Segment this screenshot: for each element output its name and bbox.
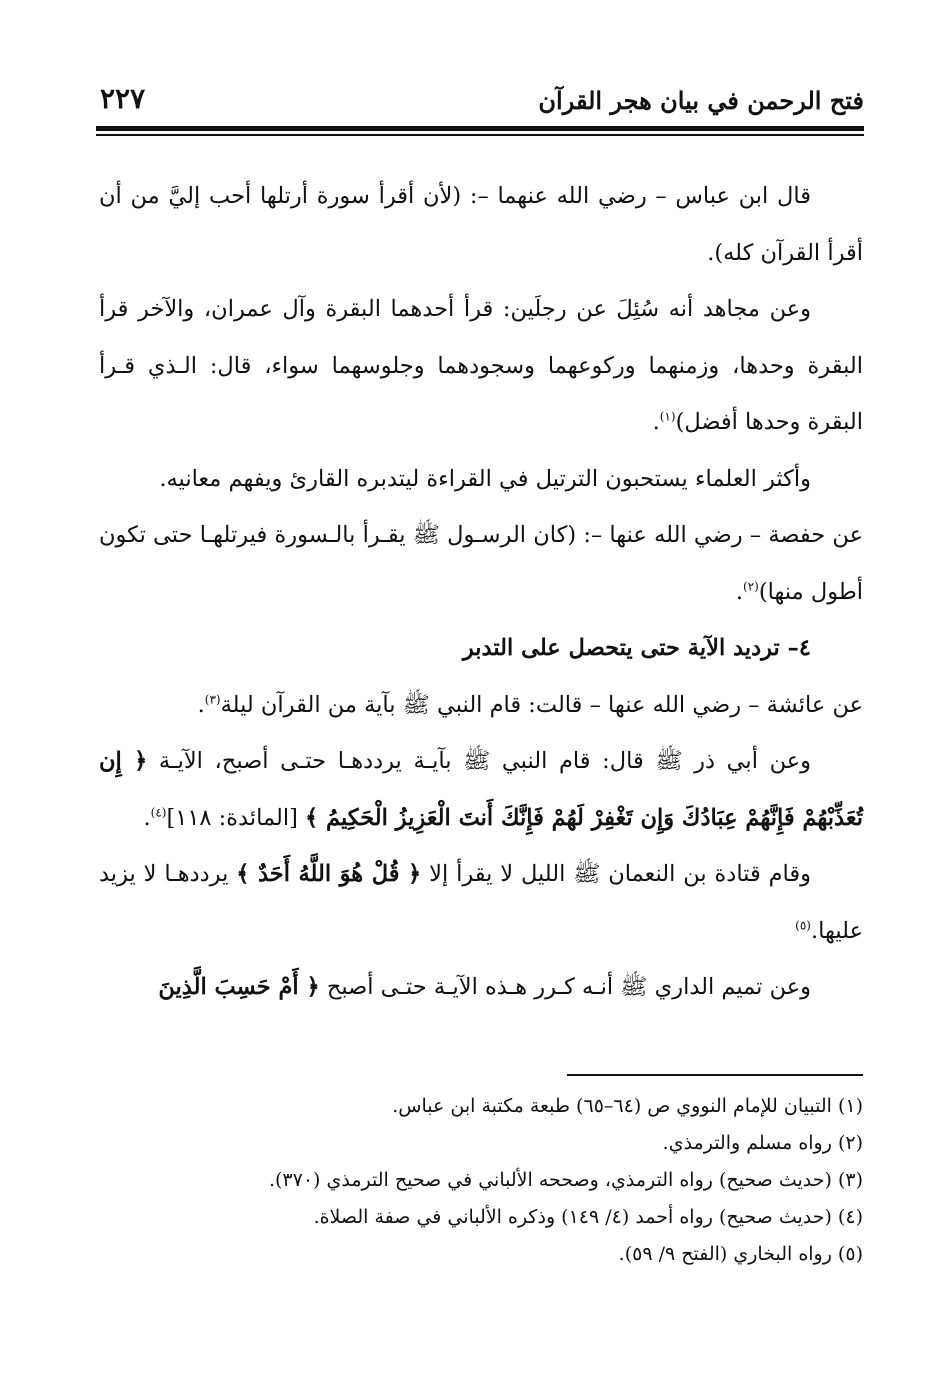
verse-reference: [المائدة: ١١٨] xyxy=(166,804,298,831)
paragraph-tamim xyxy=(99,959,863,1016)
section-heading xyxy=(99,620,863,677)
paragraph-text: وأكثر العلماء يستحبون الترتيل في القراءة ليتدبره القارئ ويفهم معانيه. xyxy=(159,465,811,492)
footnote-ref: (٤) xyxy=(150,805,167,819)
quran-verse: ﴿ قُلْ هُوَ اللَّهُ أَحَدٌ ﴾ xyxy=(236,861,422,887)
paragraph-text: وعن مجاهد أنه سُئِلَ عن رجلَين: قرأ أحدهما البقرة وآل عمران، والآخر قرأ البقرة وحدها، وزمنهما وركوعهما وسجودهما وجلوسهما سواء، قال: الـذي قـرأ البقرة وحدها أفضل) xyxy=(99,296,863,435)
header-rule-thin xyxy=(96,134,864,136)
footnote-1: (١) التبيان للإمام النووي ص (٦٤–٦٥) طبعة مكتبة ابن عباس. xyxy=(392,1095,863,1117)
footnotes xyxy=(99,1088,863,1273)
paragraph-aisha xyxy=(99,677,863,734)
heading-text: ٤– ترديد الآية حتى يتحصل على التدبر xyxy=(462,635,811,661)
paragraph-continuation: يرددهـا لا يزيد عليها. xyxy=(99,861,863,944)
footnote-5: (٥) رواه البخاري (الفتح ٩/ ٥٩). xyxy=(618,1243,863,1265)
paragraph-tail: . xyxy=(143,804,151,831)
paragraph-abu-dharr xyxy=(99,733,863,846)
paragraph-ibn-abbas xyxy=(99,168,863,281)
paragraph-ulama xyxy=(99,451,863,508)
paragraph-mujahid xyxy=(99,281,863,451)
paragraph-text: عن حفصة – رضي الله عنها –: (كان الرسـول ﷺ يقـرأ بالـسورة فيرتلهـا حتى تكون أطول منها) xyxy=(99,522,863,605)
paragraph-text: وعن أبي ذر ﷺ قال: قام النبي ﷺ بآيـة يرددهـا حتـى أصبح، الآيـة xyxy=(158,748,811,774)
footnote-ref: (٢) xyxy=(743,579,759,593)
paragraph-tail: . xyxy=(652,409,660,435)
paragraph-hafsa xyxy=(99,507,863,620)
footnote-4: (٤) (حديث صحيح) رواه أحمد (٤/ ١٤٩) وذكره الألباني في صفة الصلاة. xyxy=(313,1206,863,1228)
paragraph-tail: . xyxy=(735,578,744,605)
header-rule-thick xyxy=(96,126,864,131)
footnote-separator xyxy=(567,1074,863,1076)
page-number: ٢٢٧ xyxy=(100,82,146,115)
main-text xyxy=(99,168,863,1016)
paragraph-text: وقام قتادة بن النعمان ﷺ الليل لا يقرأ إلا xyxy=(429,861,812,887)
paragraph-tail: . xyxy=(197,691,205,718)
footnote-3: (٣) (حديث صحيح) رواه الترمذي، وصححه الألباني في صحيح الترمذي (٣٧٠). xyxy=(268,1169,863,1191)
quran-verse: ﴿ إِن تُعَذِّبْهُمْ فَإِنَّهُمْ عِبَادُكَ وَإِن تَغْفِرْ لَهُمْ فَإِنَّكَ أَنتَ الْعَزِيزُ الْحَكِيمُ ﴾ xyxy=(99,748,863,831)
paragraph-qatada xyxy=(99,846,863,959)
paragraph-text: قال ابن عباس – رضي الله عنهما –: (لأن أقرأ سورة أرتلها أحب إليَّ من أن أقرأ القرآن كله). xyxy=(99,183,863,266)
quran-verse: ﴿ أَمْ حَسِبَ الَّذِينَ xyxy=(158,974,320,1000)
book-title: فتح الرحمن في بيان هجر القرآن xyxy=(538,86,864,115)
footnote-ref: (٥) xyxy=(795,918,811,932)
paragraph-text: وعن تميم الداري ﷺ أنـه كـرر هـذه الآيـة حتـى أصبح xyxy=(326,974,811,1000)
paragraph-text: عن عائشة – رضي الله عنها – قالت: قام النبي ﷺ بآية من القرآن ليلة xyxy=(220,691,863,718)
footnote-ref: (١) xyxy=(659,409,676,424)
page-header xyxy=(96,78,864,124)
footnote-ref: (٣) xyxy=(204,692,221,706)
footnote-2: (٢) رواه مسلم والترمذي. xyxy=(662,1132,863,1154)
